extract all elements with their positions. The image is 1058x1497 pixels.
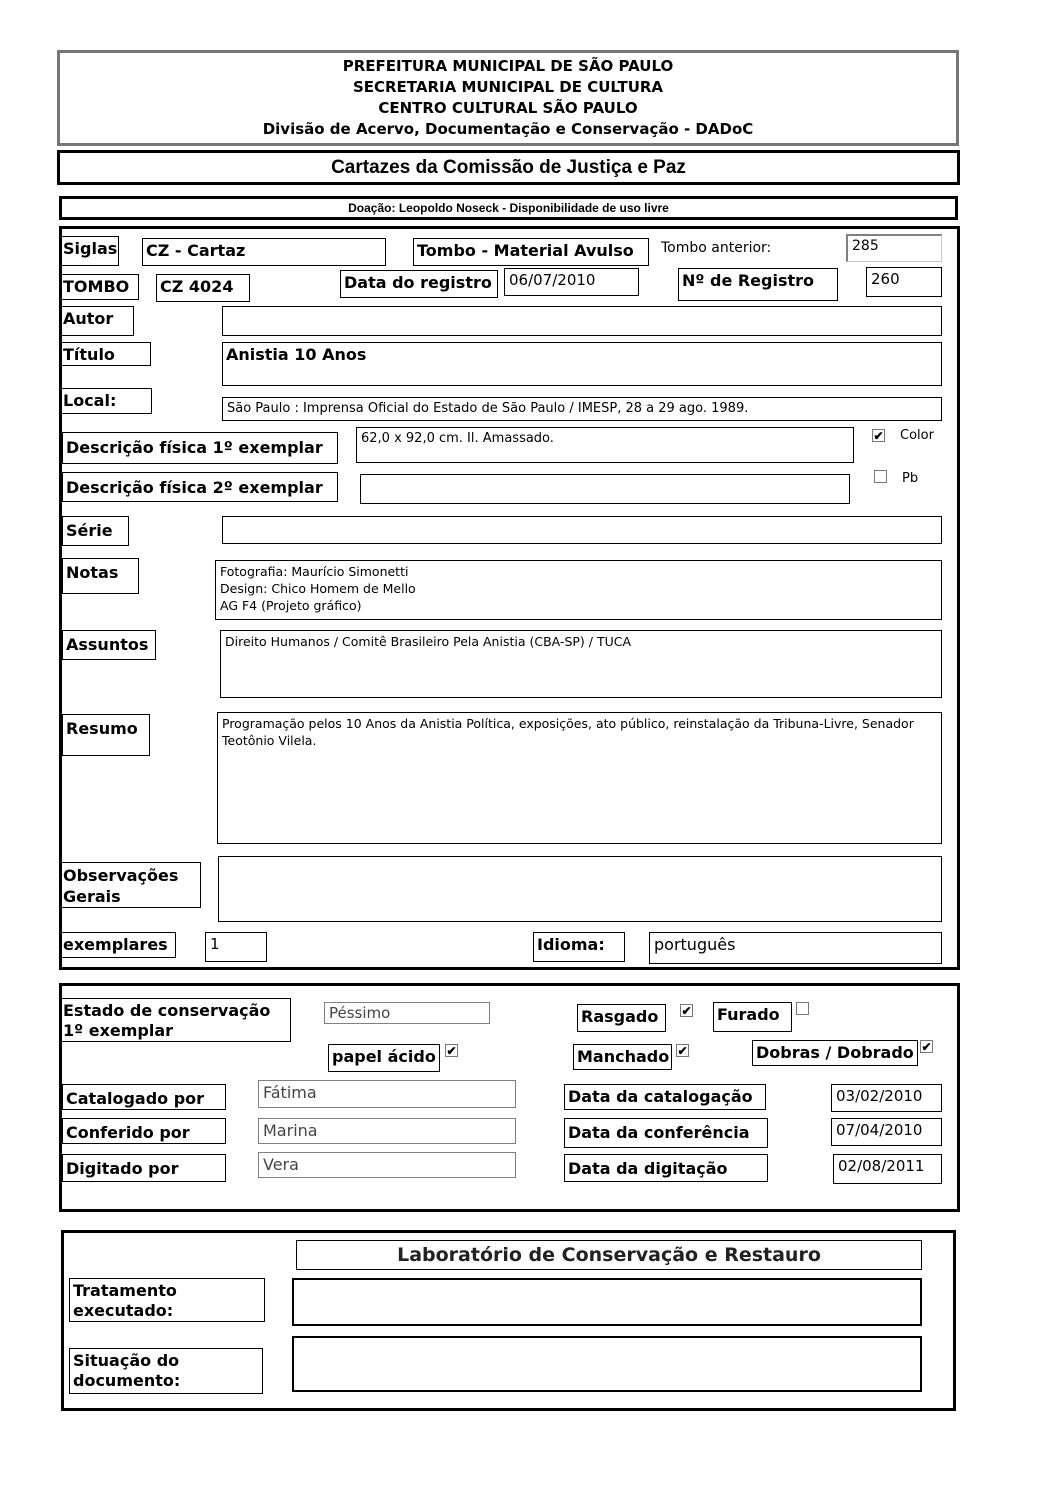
idioma-field[interactable]: português: [649, 932, 942, 964]
rasgado-label: Rasgado: [577, 1004, 666, 1032]
collection-title: [57, 150, 960, 185]
furado-checkbox[interactable]: [796, 1002, 809, 1015]
donation-text: Doação: Leopoldo Noseck - Disponibilidade de uso livre: [348, 201, 669, 215]
situacao-label: Situação do documento:: [69, 1348, 263, 1394]
furado-label: Furado: [713, 1002, 792, 1032]
pb-checkbox[interactable]: [874, 470, 887, 483]
autor-label: Autor: [59, 306, 134, 336]
idioma-label: Idioma:: [533, 932, 625, 962]
local-field[interactable]: São Paulo : Imprensa Oficial do Estado de São Paulo / IMESP, 28 a 29 ago. 1989.: [222, 397, 942, 421]
data-conferencia-field[interactable]: 07/04/2010: [831, 1118, 942, 1146]
tombo-field[interactable]: CZ 4024: [156, 274, 250, 302]
rasgado-checkbox[interactable]: ✔: [681, 1004, 692, 1018]
desc1-field[interactable]: 62,0 x 92,0 cm. Il. Amassado.: [356, 427, 854, 463]
estado-label: Estado de conservação 1º exemplar: [59, 998, 291, 1042]
assuntos-label: Assuntos: [62, 630, 156, 660]
manchado-label: Manchado: [573, 1044, 672, 1070]
color-checkbox[interactable]: ✔: [873, 429, 884, 443]
exemplares-field[interactable]: 1: [205, 932, 267, 962]
laboratory-title-text: Laboratório de Conservação e Restauro: [397, 1244, 821, 1266]
observacoes-label: Observações Gerais: [59, 862, 201, 908]
n-registro-label: Nº de Registro: [678, 268, 838, 301]
tombo-anterior-field[interactable]: 285: [846, 234, 942, 262]
conferido-field[interactable]: Marina: [258, 1118, 516, 1144]
pb-label: Pb: [902, 471, 919, 486]
siglas-field[interactable]: CZ - Cartaz: [142, 238, 386, 266]
header-line-1: PREFEITURA MUNICIPAL DE SÃO PAULO: [342, 57, 674, 75]
notas-line-1: Fotografia: Maurício Simonetti: [220, 564, 409, 579]
exemplares-label: exemplares: [59, 932, 176, 958]
data-catalogacao-label: Data da catalogação: [564, 1084, 766, 1110]
data-registro-label: Data do registro: [340, 270, 498, 298]
data-registro-field[interactable]: 06/07/2010: [504, 268, 639, 296]
tratamento-label: Tratamento executado:: [69, 1278, 265, 1322]
digitado-label: Digitado por: [62, 1154, 226, 1182]
institution-header: [57, 50, 959, 146]
siglas-label: Siglas: [59, 236, 119, 266]
tratamento-field[interactable]: [292, 1278, 922, 1326]
donation-bar: [59, 196, 958, 220]
resumo-label: Resumo: [62, 714, 150, 756]
header-line-3: CENTRO CULTURAL SÃO PAULO: [378, 99, 638, 117]
notas-label: Notas: [62, 558, 139, 594]
autor-field[interactable]: [222, 306, 942, 336]
data-conferencia-label: Data da conferência: [564, 1118, 768, 1148]
conferido-label: Conferido por: [62, 1118, 226, 1144]
dobras-checkbox[interactable]: ✔: [921, 1040, 932, 1054]
tombo-material-label: Tombo - Material Avulso: [413, 238, 649, 266]
observacoes-field[interactable]: [218, 856, 942, 922]
header-line-2: SECRETARIA MUNICIPAL DE CULTURA: [352, 78, 664, 96]
tombo-anterior-label: Tombo anterior:: [661, 240, 772, 256]
desc2-label: Descrição física 2º exemplar: [62, 472, 338, 502]
manchado-checkbox[interactable]: ✔: [677, 1044, 688, 1058]
n-registro-field[interactable]: 260: [866, 267, 942, 297]
catalogado-field[interactable]: Fátima: [258, 1080, 516, 1108]
catalogado-label: Catalogado por: [62, 1084, 226, 1110]
local-label: Local:: [59, 388, 152, 414]
desc2-field[interactable]: [360, 474, 850, 504]
laboratory-title: [296, 1240, 922, 1270]
assuntos-field[interactable]: Direito Humanos / Comitê Brasileiro Pela Anistia (CBA-SP) / TUCA: [220, 630, 942, 698]
situacao-field[interactable]: [292, 1336, 922, 1392]
serie-field[interactable]: [222, 516, 942, 544]
papel-acido-checkbox[interactable]: ✔: [446, 1044, 457, 1058]
digitado-field[interactable]: Vera: [258, 1152, 516, 1178]
data-digitacao-field[interactable]: 02/08/2011: [833, 1154, 942, 1184]
notas-line-3: AG F4 (Projeto gráfico): [220, 598, 362, 613]
papel-acido-label: papel ácido: [328, 1044, 440, 1072]
data-catalogacao-field[interactable]: 03/02/2010: [831, 1084, 942, 1112]
titulo-field[interactable]: Anistia 10 Anos: [222, 342, 942, 386]
data-digitacao-label: Data da digitação: [564, 1154, 768, 1182]
titulo-label: Título: [59, 342, 151, 366]
header-line-4: Divisão de Acervo, Documentação e Conservação - DADoC: [262, 120, 754, 138]
dobras-label: Dobras / Dobrado: [752, 1040, 918, 1066]
notas-field[interactable]: [215, 560, 942, 620]
color-label: Color: [900, 428, 934, 443]
desc1-label: Descrição física 1º exemplar: [62, 432, 338, 464]
estado-field[interactable]: Péssimo: [324, 1002, 490, 1024]
resumo-field[interactable]: Programação pelos 10 Anos da Anistia Política, exposições, ato público, reinstalação da Tribuna-Livre, Senador Teotônio Vilela.: [217, 712, 942, 844]
collection-title-text: Cartazes da Comissão de Justiça e Paz: [331, 157, 686, 178]
notas-line-2: Design: Chico Homem de Mello: [220, 581, 416, 596]
tombo-label: TOMBO: [59, 274, 139, 300]
serie-label: Série: [62, 516, 129, 546]
